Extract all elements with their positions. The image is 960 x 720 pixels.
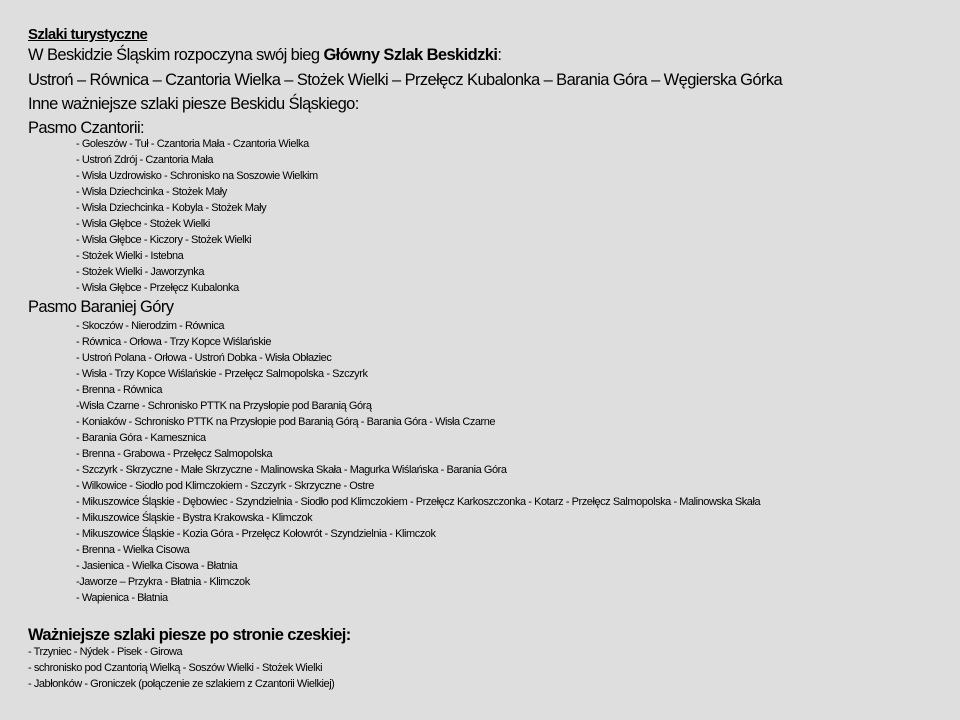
main-trail-line	[28, 46, 501, 65]
list-item: - Stożek Wielki - Istebna	[76, 250, 184, 262]
list-item: - Skoczów - Nierodzim - Równica	[76, 320, 225, 332]
list-item: - Brenna - Równica	[76, 384, 163, 396]
list-item: - Wapienica - Błatnia	[76, 592, 168, 604]
baraniej-trail-list	[76, 318, 896, 606]
list-item: - Brenna - Grabowa - Przełęcz Salmopolska	[76, 448, 273, 460]
czantoria-trail-list	[76, 136, 318, 296]
list-item: - Jasienica - Wielka Cisowa - Błatnia	[76, 560, 238, 572]
list-item: - Koniaków - Schronisko PTTK na Przysłopie pod Baranią Górą - Barania Góra - Wisła Czarne	[76, 416, 496, 428]
main-trail-route: Ustroń – Równica – Czantoria Wielka – Stożek Wielki – Przełęcz Kubalonka – Barania Góra – Węgierska Górka	[28, 71, 783, 89]
list-item: - Równica - Orłowa - Trzy Kopce Wiślańskie	[76, 336, 272, 348]
list-item: - Wisła Głębce - Przełęcz Kubalonka	[76, 282, 239, 294]
main-trail-prefix: W Beskidzie Śląskim rozpoczyna swój bieg	[28, 46, 324, 64]
list-item: - Goleszów - Tuł - Czantoria Mała - Czantoria Wielka	[76, 138, 309, 150]
list-item: - Brenna - Wielka Cisowa	[76, 544, 190, 556]
list-item: - Jabłonków - Groniczek (połączenie ze szlakiem z Czantorii Wielkiej)	[28, 678, 335, 690]
main-trail-suffix: :	[497, 46, 502, 64]
list-item: - Wisła - Trzy Kopce Wiślańskie - Przełęcz Salmopolska - Szczyrk	[76, 368, 368, 380]
list-item: - Stożek Wielki - Jaworzynka	[76, 266, 204, 278]
section-heading-baraniej: Pasmo Baraniej Góry	[28, 298, 174, 316]
section-heading-czech: Ważniejsze szlaki piesze po stronie czeskiej:	[28, 626, 351, 644]
list-item: - Wisła Uzdrowisko - Schronisko na Soszowie Wielkim	[76, 170, 318, 182]
main-trail-name: Główny Szlak Beskidzki	[323, 46, 498, 64]
list-item: - schronisko pod Czantorią Wielką - Soszów Wielki - Stożek Wielki	[28, 662, 323, 674]
list-item: - Mikuszowice Śląskie - Dębowiec - Szyndzielnia - Siodło pod Klimczokiem - Przełęcz Karkoszczonka - Kotarz - Przełęcz Salmopolska - Malinowska Skała	[76, 496, 761, 508]
list-item: - Ustroń Polana - Orłowa - Ustroń Dobka - Wisła Obłaziec	[76, 352, 332, 364]
section-heading-czantoria: Pasmo Czantorii:	[28, 119, 145, 137]
list-item: -Wisła Czarne - Schronisko PTTK na Przysłopie pod Baranią Górą	[76, 400, 372, 412]
list-item: - Mikuszowice Śląskie - Bystra Krakowska - Klimczok	[76, 512, 313, 524]
other-trails-heading: Inne ważniejsze szlaki piesze Beskidu Śląskiego:	[28, 95, 359, 113]
list-item: - Wilkowice - Siodło pod Klimczokiem - Szczyrk - Skrzyczne - Ostre	[76, 480, 374, 492]
list-item: - Mikuszowice Śląskie - Kozia Góra - Przełęcz Kołowrót - Szyndzielnia - Klimczok	[76, 528, 436, 540]
list-item: - Szczyrk - Skrzyczne - Małe Skrzyczne - Malinowska Skała - Magurka Wiślańska - Barania Góra	[76, 464, 507, 476]
list-item: - Wisła Głębce - Stożek Wielki	[76, 218, 210, 230]
list-item: - Wisła Dziechcinka - Stożek Mały	[76, 186, 227, 198]
list-item: - Barania Góra - Kamesznica	[76, 432, 206, 444]
slide-title: Szlaki turystyczne	[28, 26, 148, 43]
list-item: -Jaworze – Przykra - Błatnia - Klimczok	[76, 576, 250, 588]
list-item: - Trzyniec - Nýdek - Pisek - Girowa	[28, 646, 183, 658]
list-item: - Wisła Dziechcinka - Kobyla - Stożek Mały	[76, 202, 267, 214]
list-item: - Ustroń Zdrój - Czantoria Mała	[76, 154, 214, 166]
czech-trail-list	[28, 644, 334, 692]
list-item: - Wisła Głębce - Kiczory - Stożek Wielki	[76, 234, 252, 246]
